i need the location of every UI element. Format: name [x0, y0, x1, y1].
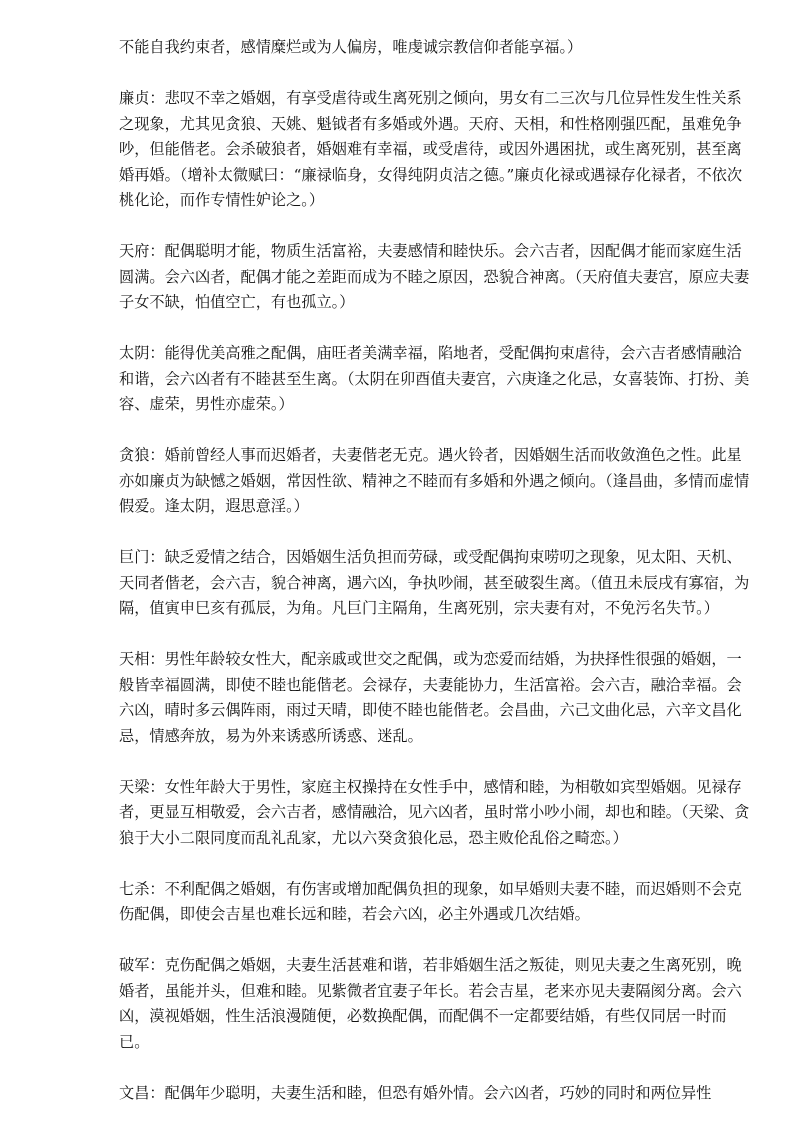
paragraph-lianzhen: 廉贞：悲叹不幸之婚姻，有享受虐待或生离死别之倾向，男女有二三次与几位异性发生性关系之现象，尤其见贪狼、天姚、魁钺者有多婚或外遇。天府、天相，和性格刚强匹配，虽难免争吵，但能偕老。会杀破狼者，婚姻难有幸福，或受虐待，或因外遇困扰，或生离死别，甚至离婚再婚。（增补太微赋曰：“廉禄临身，女得纯阴贞洁之德。”廉贞化禄或遇禄存化禄者，不依次桃化论，而作专情性妒论之。） — [119, 89, 743, 209]
paragraph-tianfu: 天府：配偶聪明才能，物质生活富裕，夫妻感情和睦快乐。会六吉者，因配偶才能而家庭生活圆满。会六凶者，配偶才能之差距而成为不睦之原因，恐貌合神离。（天府值夫妻宫，原应夫妻子女不缺，怕值空亡，有也孤立。） — [119, 242, 750, 311]
paragraph-qisha: 七杀：不利配偶之婚姻，有伤害或增加配偶负担的现象，如早婚则夫妻不睦，而迟婚则不会克伤配偶，即使会吉星也难长远和睦，若会六凶，必主外遇或几次结婚。 — [119, 879, 742, 923]
paragraph-taiyin: 太阴：能得优美高雅之配偶，庙旺者美满幸福，陷地者，受配偶拘束虐待，会六吉者感情融洽和谐，会六凶者有不睦甚至生离。（太阴在卯酉值夫妻宫，六庚逢之化忌，女喜装饰、打扮、美容、虚荣，男性亦虚荣。） — [119, 344, 750, 413]
paragraph-tanlang: 贪狼：婚前曾经人事而迟婚者，夫妻偕老无克。遇火铃者，因婚姻生活而收敛渔色之性。此星亦如廉贞为缺憾之婚姻，常因性欲、精神之不睦而有多婚和外遇之倾向。（逢昌曲，多情而虚情假爱。逢太阴，遐思意淫。） — [119, 446, 750, 515]
paragraph-jumen: 巨门：缺乏爱情之结合，因婚姻生活负担而劳碌，或受配偶拘束唠叨之现象，见太阳、天机、天同者偕老，会六吉，貌合神离，遇六凶，争执吵闹，甚至破裂生离。（值丑未辰戌有寡宿，为隔，值寅申巳亥有孤辰，为角。凡巨门主隔角，生离死别，宗夫妻有对，不免污名失节。） — [119, 548, 750, 617]
document-body — [119, 35, 753, 1106]
paragraph-tianliang: 天梁：女性年龄大于男性，家庭主权操持在女性手中，感情和睦，为相敬如宾型婚姻。见禄存者，更显互相敬爱，会六吉者，感情融洽，见六凶者，虽时常小吵小闹，却也和睦。（天梁、贪狼于大小二限同度而乱礼乱家，尤以六癸贪狼化忌，恐主败伦乱俗之畸恋。） — [119, 777, 750, 847]
paragraph-continuation: 不能自我约束者，感情糜烂或为人偏房，唯虔诚宗教信仰者能享福。） — [119, 38, 583, 56]
paragraph-wenchang: 文昌：配偶年少聪明，夫妻生活和睦，但恐有婚外情。会六凶者，巧妙的同时和两位异性 — [119, 1083, 712, 1102]
paragraph-tianxiang: 天相：男性年龄较女性大，配亲戚或世交之配偶，或为恋爱而结婚，为抉择性很强的婚姻，一般皆幸福圆满，即使不睦也能偕老。会禄存，夫妻能协力，生活富裕。会六吉，融洽幸福。会六凶，晴时多云偶阵雨，雨过天晴，即使不睦也能偕老。会昌曲，六己文曲化忌，六辛文昌化忌，情感奔放，易为外来诱惑所诱惑、迷乱。 — [119, 650, 742, 745]
paragraph-pojun: 破军：克伤配偶之婚姻，夫妻生活甚难和谐，若非婚姻生活之叛徒，则见夫妻之生离死别，晚婚者，虽能并头，但难和睦。见紫微者宜妻子年长。若会吉星，老来亦见夫妻隔阂分离。会六凶，漠视婚姻，性生活浪漫随便，必数换配偶，而配偶不一定都要结婚，有些仅同居一时而已。 — [119, 956, 742, 1051]
